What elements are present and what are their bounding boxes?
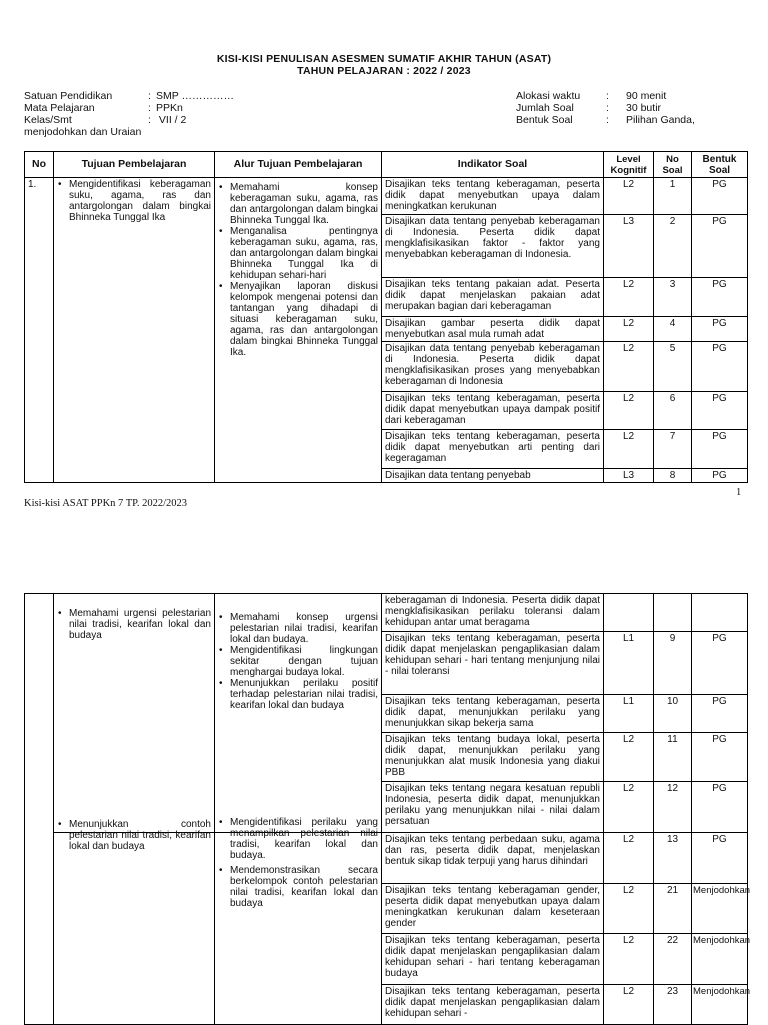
- table-row: [25, 594, 748, 632]
- no-soal-cell: 9: [654, 632, 692, 695]
- page-footer: Kisi-kisi ASAT PPKn 7 TP. 2022/2023: [24, 498, 187, 509]
- tujuan-item: • Menunjukkan contoh pelestarian nilai tradisi, kearifan lokal dan budaya: [57, 819, 211, 852]
- document-title: KISI-KISI PENULISAN ASESMEN SUMATIF AKHIR TAHUN (ASAT): [216, 53, 552, 65]
- meta-row: Alokasi waktu : 90 menit: [516, 90, 667, 102]
- bentuk-cell: Menjodohkan: [692, 985, 748, 1025]
- level-cell: [604, 594, 654, 632]
- alur-cell: [215, 178, 382, 483]
- no-soal-cell: 23: [654, 985, 692, 1025]
- tujuan-item: • Memahami urgensi pelestarian nilai tradisi, kearifan lokal dan budaya: [57, 608, 211, 641]
- header-level: Level Kognitif: [604, 152, 654, 178]
- level-cell: L2: [604, 392, 654, 430]
- bentuk-cell: PG: [692, 695, 748, 733]
- no-soal-cell: [654, 594, 692, 632]
- row-number: 1.: [25, 178, 54, 483]
- tujuan-cell: [54, 178, 215, 483]
- level-cell: L2: [604, 317, 654, 342]
- alur-item: • Menunjukkan perilaku positif terhadap pelestarian nilai tradisi, kearifan lokal dan budaya: [218, 678, 378, 711]
- indikator-cell: Disajikan teks tentang pakaian adat. Peserta didik dapat menjelaskan pakaian adat merupakan bagian dari keberagaman: [382, 278, 604, 317]
- level-cell: L2: [604, 782, 654, 833]
- header-indikator: Indikator Soal: [382, 152, 604, 178]
- no-soal-cell: 11: [654, 733, 692, 782]
- level-cell: L2: [604, 278, 654, 317]
- kisi-kisi-table-continued: [24, 593, 751, 1025]
- page-number: 1: [736, 487, 742, 498]
- no-soal-cell: 12: [654, 782, 692, 833]
- alur-item: • Mengidentifikasi lingkungan sekitar dengan tujuan menghargai budaya lokal.: [218, 645, 378, 678]
- no-soal-cell: 10: [654, 695, 692, 733]
- no-soal-cell: 13: [654, 833, 692, 884]
- no-soal-cell: 2: [654, 215, 692, 278]
- indikator-cell: Disajikan data tentang penyebab keberagaman di Indonesia. Peserta didik dapat mengklafisikasikan faktor - faktor yang menyebabkan keberagaman di Indonesia.: [382, 215, 604, 278]
- bentuk-cell: Menjodohkan: [692, 934, 748, 985]
- indikator-cell: keberagaman di Indonesia. Peserta didik dapat mengklafisikasikan perilaku toleransi dalam kehidupan antar umat beragama: [382, 594, 604, 632]
- alur-item: • Menyajikan laporan diskusi kelompok mengenai potensi dan tantangan yang dihadapi di situasi keberagaman suku, agama, ras dan antargolongan dalam bingkai Bhinneka Tunggal Ika.: [218, 281, 378, 358]
- no-soal-cell: 22: [654, 934, 692, 985]
- bentuk-cell: PG: [692, 317, 748, 342]
- alur-cell: [215, 594, 382, 833]
- header-no: No: [25, 152, 54, 178]
- meta-left: [24, 90, 324, 138]
- bentuk-cell: PG: [692, 392, 748, 430]
- level-cell: L1: [604, 632, 654, 695]
- header-alur: Alur Tujuan Pembelajaran: [215, 152, 382, 178]
- indikator-cell: Disajikan teks tentang keberagaman, peserta didik dapat menyebutkan upaya dalam meningkatkan kerukunan: [382, 178, 604, 215]
- table-row: [25, 833, 748, 884]
- meta-row: Jumlah Soal : 30 butir: [516, 102, 662, 114]
- level-cell: L2: [604, 833, 654, 884]
- level-cell: L1: [604, 695, 654, 733]
- indikator-cell: Disajikan teks tentang budaya lokal, peserta didik dapat, menunjukkan perilaku yang menunjukkan alat musik Indonesia yang diakui PBB: [382, 733, 604, 782]
- document-subtitle: TAHUN PELAJARAN : 2022 / 2023: [297, 65, 471, 77]
- bentuk-cell: PG: [692, 342, 748, 392]
- no-soal-cell: 1: [654, 178, 692, 215]
- no-soal-cell: 4: [654, 317, 692, 342]
- indikator-cell: Disajikan teks tentang perbedaan suku, agama dan ras, peserta didik dapat, menjelaskan bentuk sikap tidak terpuji yang harus dihindari: [382, 833, 604, 884]
- indikator-cell: Disajikan teks tentang keberagaman gender, peserta didik dapat menyebutkan upaya dalam meningkatkan kerukunan dalam keseteraan gender: [382, 884, 604, 934]
- header-bentuk: Bentuk Soal: [692, 152, 748, 178]
- meta-right: [516, 90, 756, 126]
- level-cell: L2: [604, 178, 654, 215]
- tujuan-cell: [54, 594, 215, 833]
- row-number-empty: [25, 594, 54, 1025]
- indikator-cell: Disajikan teks tentang negara kesatuan republi Indonesia, peserta didik dapat, menunjukkan perilaku yang menunjukkan nilai - nilai dalam persatuan: [382, 782, 604, 833]
- bentuk-cell: PG: [692, 782, 748, 833]
- level-cell: L2: [604, 733, 654, 782]
- bentuk-cell: PG: [692, 833, 748, 884]
- indikator-cell: Disajikan gambar peserta didik dapat menyebutkan asal mula rumah adat: [382, 317, 604, 342]
- bentuk-cell: PG: [692, 469, 748, 483]
- no-soal-cell: 8: [654, 469, 692, 483]
- tujuan-item: • Mengidentifikasi keberagaman suku, agama, ras dan antargolongan dalam bingkai Bhinneka Tunggal Ika: [57, 179, 211, 223]
- alur-item: • Memahami konsep urgensi pelestarian nilai tradisi, kearifan lokal dan budaya.: [218, 612, 378, 645]
- no-soal-cell: 21: [654, 884, 692, 934]
- no-soal-cell: 3: [654, 278, 692, 317]
- alur-item: • Mendemonstrasikan secara berkelompok contoh pelestarian nilai tradisi, kearifan lokal dan budaya: [218, 865, 378, 909]
- bentuk-cell: Menjodohkan: [692, 884, 748, 934]
- bentuk-cell: PG: [692, 278, 748, 317]
- alur-item: • Mengidentifikasi perilaku yang menampilkan pelestarian nilai tradisi, kearifan lokal dan budaya.: [218, 817, 378, 861]
- level-cell: L2: [604, 985, 654, 1025]
- meta-row: Satuan Pendidikan : SMP ……………: [24, 90, 234, 102]
- kisi-kisi-table: [24, 151, 748, 483]
- header-tujuan: Tujuan Pembelajaran: [54, 152, 215, 178]
- alur-cell: [215, 817, 382, 1025]
- level-cell: L2: [604, 934, 654, 985]
- indikator-cell: Disajikan teks tentang keberagaman, peserta didik dapat menjelaskan pengaplikasian dalam kehidupan sehari - hari tentang keberagaman budaya: [382, 934, 604, 985]
- bentuk-cell: [692, 594, 748, 632]
- meta-row: Mata Pelajaran : PPKn: [24, 102, 183, 114]
- level-cell: L2: [604, 430, 654, 469]
- no-soal-cell: 5: [654, 342, 692, 392]
- indikator-cell: Disajikan teks tentang keberagaman, peserta didik dapat menyebutkan upaya dampak positif dari keberagaman: [382, 392, 604, 430]
- no-soal-cell: 7: [654, 430, 692, 469]
- bentuk-cell: PG: [692, 733, 748, 782]
- indikator-cell: Disajikan teks tentang keberagaman, peserta didik dapat, menunjukkan perilaku yang menunjukkan sikap bekerja sama: [382, 695, 604, 733]
- bentuk-cell: PG: [692, 178, 748, 215]
- bentuk-cell: PG: [692, 215, 748, 278]
- meta-row: Bentuk Soal : Pilihan Ganda,: [516, 114, 695, 126]
- header-no-soal: No Soal: [654, 152, 692, 178]
- level-cell: L3: [604, 469, 654, 483]
- no-soal-cell: 6: [654, 392, 692, 430]
- table-row: [25, 178, 748, 215]
- level-cell: L2: [604, 342, 654, 392]
- level-cell: L3: [604, 215, 654, 278]
- alur-item: • Menganalisa pentingnya keberagaman suku, agama, ras, dan antargolongan dalam bingkai Bhinneka Tunggal Ika di kehidupan sehari-hari: [218, 226, 378, 281]
- bentuk-cell: PG: [692, 430, 748, 469]
- level-cell: L2: [604, 884, 654, 934]
- meta-wrap-text: menjodohkan dan Uraian: [24, 126, 142, 138]
- indikator-cell: Disajikan teks tentang keberagaman, peserta didik dapat menjelaskan pengaplikasian dalam kehidupan sehari - hari tentang menjunjung nilai - nilai toleransi: [382, 632, 604, 695]
- indikator-cell: Disajikan data tentang penyebab: [382, 469, 604, 483]
- indikator-cell: Disajikan teks tentang keberagaman, peserta didik dapat menyebutkan arti penting dari kegeragaman: [382, 430, 604, 469]
- indikator-cell: Disajikan teks tentang keberagaman, peserta didik dapat menjelaskan pengaplikasian dalam kehidupan sehari -: [382, 985, 604, 1025]
- bentuk-cell: PG: [692, 632, 748, 695]
- table-header-row: [25, 152, 748, 178]
- alur-item: • Memahami konsep keberagaman suku, agama, ras dan antargolongan dalam bingkai Bhinneka Tunggal Ika.: [218, 182, 378, 226]
- page-gap: [0, 525, 768, 580]
- meta-row: Kelas/Smt : VII / 2: [24, 114, 187, 126]
- indikator-cell: Disajikan data tentang penyebab keberagaman di Indonesia. Peserta didik dapat mengklafisikasikan proses yang menyebabkan keberagaman di Indonesia: [382, 342, 604, 392]
- tujuan-cell: [54, 819, 215, 1025]
